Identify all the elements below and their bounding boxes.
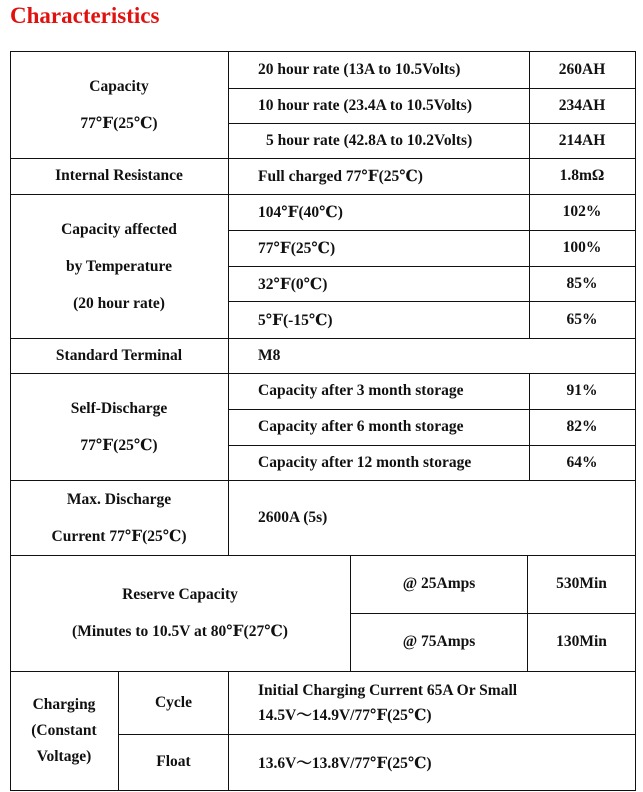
capacity-row-2-condition: 10 hour rate (23.4A to 10.5Volts) <box>258 96 472 114</box>
capacity-label-line2: 77℉(25℃) <box>80 114 158 132</box>
charging-cycle-line2: 14.5V～14.9V/77℉(25℃) <box>258 707 432 724</box>
capacity-row-1-value: 260AH <box>558 60 606 78</box>
capacity-label <box>10 51 228 158</box>
max-discharge-value: 2600A (5s) <box>258 508 328 526</box>
self-discharge-row-3-condition: Capacity after 12 month storage <box>258 453 472 471</box>
internal-resistance-condition: Full charged 77℉(25℃) <box>258 168 423 185</box>
capacity-row-2-value: 234AH <box>558 96 606 114</box>
self-discharge-row-1-condition: Capacity after 3 month storage <box>258 382 464 399</box>
reserve-capacity-label-line2: (Minutes to 10.5V at 80℉(27℃) <box>72 623 288 640</box>
internal-resistance-value: 1.8mΩ <box>559 167 605 184</box>
temperature-row-2-condition: 77℉(25℃) <box>258 240 336 257</box>
temperature-label-line1: Capacity affected <box>61 220 177 238</box>
max-discharge-label-line2: Current 77℉(25℃) <box>51 527 187 545</box>
self-discharge-row-3-value: 64% <box>566 453 598 471</box>
temperature-row-2-value: 100% <box>562 239 602 256</box>
self-discharge-label <box>10 373 228 480</box>
reserve-capacity-label-line1: Reserve Capacity <box>122 586 238 603</box>
self-discharge-label-line2: 77℉(25℃) <box>80 436 158 454</box>
charging-label <box>10 671 118 790</box>
charging-float-label: Float <box>156 753 191 770</box>
max-discharge-label-line1: Max. Discharge <box>66 490 172 508</box>
reserve-row-1-value: 530Min <box>556 575 607 592</box>
capacity-row-1-condition: 20 hour rate (13A to 10.5Volts) <box>258 60 461 78</box>
terminal-value: M8 <box>258 346 281 364</box>
charging-label-line2: (Constant <box>31 721 97 739</box>
charging-float-value: 13.6V～13.8V/77℉(25℃) <box>258 755 432 772</box>
page-title: Characteristics <box>10 3 160 28</box>
temperature-label <box>10 194 228 338</box>
terminal-label: Standard Terminal <box>55 346 183 364</box>
reserve-capacity-label <box>10 555 350 671</box>
self-discharge-row-1-value: 91% <box>566 382 598 399</box>
temperature-label-line2: by Temperature <box>65 257 173 275</box>
charging-cycle-line1: Initial Charging Current 65A Or Small <box>258 682 518 699</box>
temperature-row-4-condition: 5℉(-15℃) <box>258 311 333 329</box>
self-discharge-row-2-value: 82% <box>566 418 598 435</box>
max-discharge-label <box>10 480 228 555</box>
temperature-label-line3: (20 hour rate) <box>73 294 165 312</box>
charging-label-line3: Voltage) <box>36 747 92 765</box>
self-discharge-row-2-condition: Capacity after 6 month storage <box>258 418 464 435</box>
reserve-row-2-condition: @ 75Amps <box>402 633 476 650</box>
temperature-row-3-condition: 32℉(0℃) <box>258 275 328 293</box>
temperature-row-3-value: 85% <box>566 274 598 292</box>
internal-resistance-label: Internal Resistance <box>55 167 183 184</box>
temperature-row-4-value: 65% <box>566 310 598 328</box>
self-discharge-label-line1: Self-Discharge <box>70 399 168 417</box>
reserve-row-1-condition: @ 25Amps <box>402 575 476 592</box>
temperature-row-1-value: 102% <box>562 203 602 220</box>
charging-label-line1: Charging <box>32 695 96 713</box>
charging-cycle-label: Cycle <box>154 693 192 711</box>
capacity-row-3-value: 214AH <box>558 131 606 149</box>
temperature-row-1-condition: 104℉(40℃) <box>258 204 343 221</box>
capacity-row-3-condition: 5 hour rate (42.8A to 10.2Volts) <box>266 131 473 149</box>
reserve-row-2-value: 130Min <box>556 633 607 650</box>
charging-cycle-value <box>258 678 628 728</box>
capacity-label-line1: Capacity <box>89 77 149 95</box>
